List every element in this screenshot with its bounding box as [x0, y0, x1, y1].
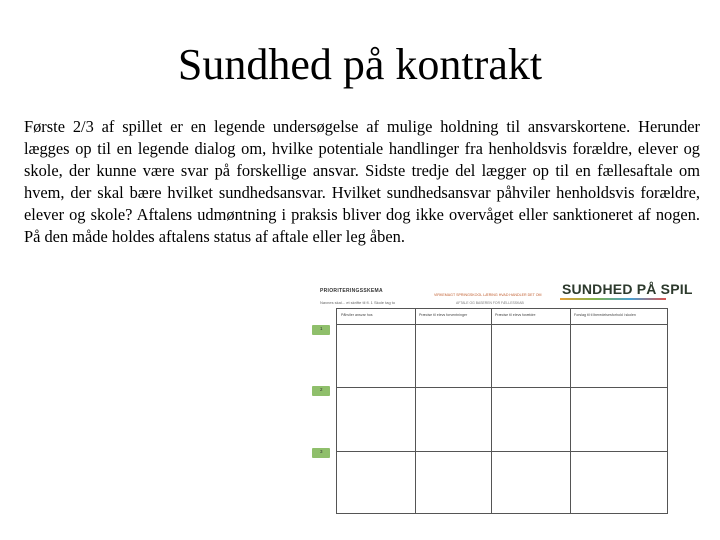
scheme-title: PRIORITERINGSSKEMA: [320, 288, 383, 294]
slide-body-text: Første 2/3 af spillet er en legende undersøgelse af mulige holdning til ansvarskortene. Herunder lægges op til en legende dialog om, hvilke potentiale handlinger fra henholdsvis forældre, elever og skole, der kunne være svar på forskellige ansvar. Sidste tredje del lægger op til en fællesaftale om hvem, der skal bære hvilket sundhedsansvar. Hvilket sundhedsansvar påhviler henholdsvis forældre, elever og skole? Aftalens udmøntning i praksis bliver dog ikke overvåget eller sanktioneret af nogen. På den måde holdes aftalens status af aftale eller leg åben.: [24, 117, 700, 246]
row-number: 1: [320, 326, 323, 331]
scheme-subtitle: Navnes skal... et skrifte til fl. 1 Skole tag to: [320, 300, 396, 305]
slide-title: Sundhed på kontrakt: [177, 40, 543, 89]
row-number: 3: [320, 449, 323, 454]
table-column-header: Forslag til ti lberedelsesforhold i skolen: [574, 313, 636, 317]
scheme-table: [336, 308, 668, 514]
table-column-header: Præcise til elevs forældre: [495, 313, 536, 317]
brand-color-stripe: [560, 298, 666, 300]
scheme-brand-logo: SUNDHED PÅ SPIL: [562, 281, 693, 297]
prioritization-scheme-image: [306, 278, 693, 518]
row-number: 2: [320, 387, 323, 392]
table-column-header: Præcise til elevs forventninger: [419, 313, 468, 317]
table-column-divider: [491, 309, 492, 513]
table-column-header: Påhviler ansvar hos: [341, 313, 373, 317]
table-column-divider: [415, 309, 416, 513]
scheme-tagline: VIRKEMAGT SPRINGSKOOL LÆRING HVAD HANDLER DET OM: [434, 293, 542, 297]
table-row-divider: [337, 451, 667, 452]
table-column-divider: [570, 309, 571, 513]
table-header-divider: [337, 324, 667, 325]
table-row-divider: [337, 387, 667, 388]
scheme-tagline-secondary: AFTALE OG BASEREN FOR FÆLLESSKAB: [456, 301, 524, 305]
